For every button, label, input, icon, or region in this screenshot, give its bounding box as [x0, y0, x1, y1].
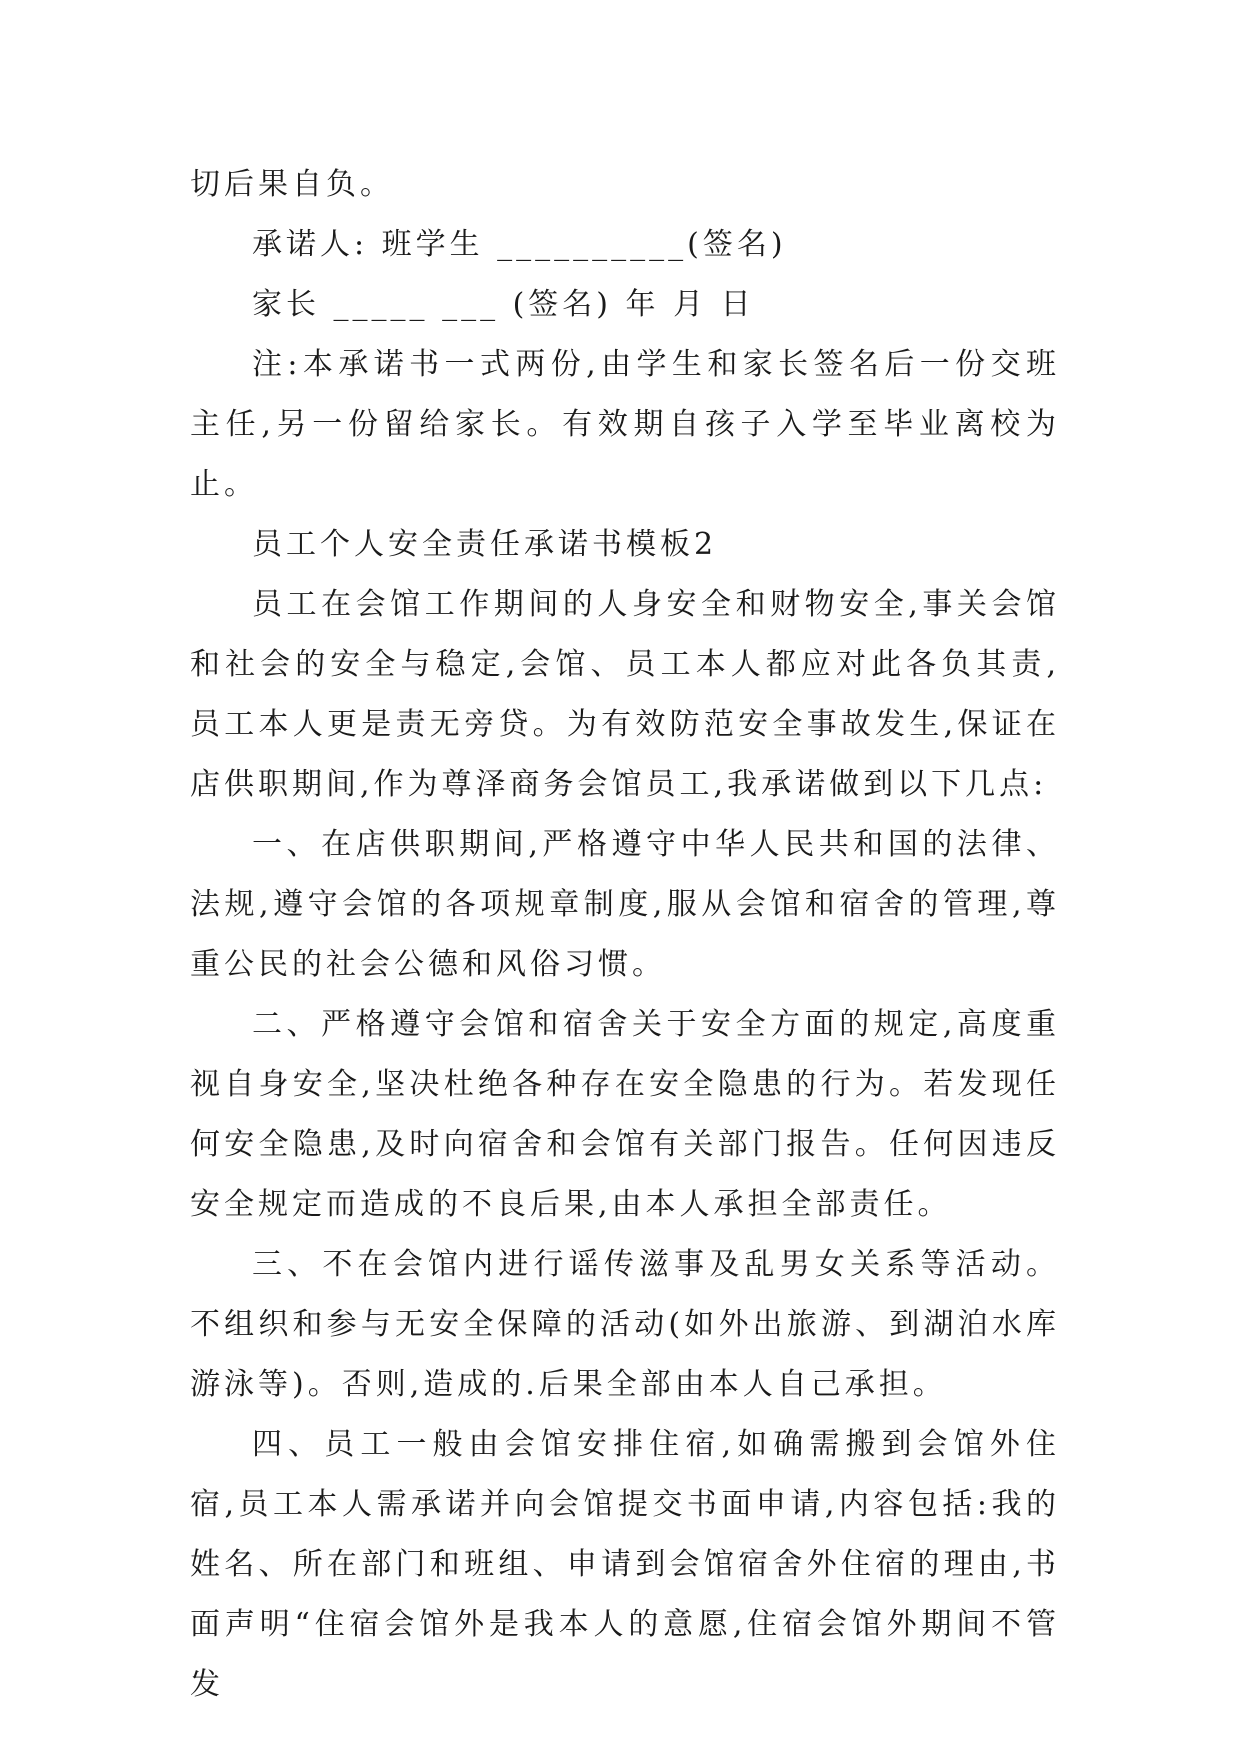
paragraph-signature-parent: 家长 _____ ___ (签名) 年 月 日	[252, 287, 755, 322]
paragraph-item-3: 三、不在会馆内进行谣传滋事及乱男女关系等活动。不组织和参与无安全保障的活动(如外出旅游、到湖泊水库游泳等)。否则,造成的.后果全部由本人自己承担。	[190, 1247, 1060, 1402]
paragraph-item-4: 四、员工一般由会馆安排住宿,如确需搬到会馆外住宿,员工本人需承诺并向会馆提交书面申请,内容包括:我的姓名、所在部门和班组、申请到会馆宿舍外住宿的理由,书面声明“住宿会馆外是我本人的意愿,住宿会馆外期间不管发	[190, 1427, 1060, 1702]
section-heading: 员工个人安全责任承诺书模板2	[252, 527, 718, 562]
paragraph-note: 注:本承诺书一式两份,由学生和家长签名后一份交班主任,另一份留给家长。有效期自孩子入学至毕业离校为止。	[190, 347, 1060, 502]
paragraph-item-1: 一、在店供职期间,严格遵守中华人民共和国的法律、法规,遵守会馆的各项规章制度,服从会馆和宿舍的管理,尊重公民的社会公德和风俗习惯。	[190, 827, 1060, 982]
paragraph-intro: 员工在会馆工作期间的人身安全和财物安全,事关会馆和社会的安全与稳定,会馆、员工本人都应对此各负其责,员工本人更是责无旁贷。为有效防范安全事故发生,保证在店供职期间,作为尊泽商务会馆员工,我承诺做到以下几点:	[190, 587, 1060, 802]
paragraph-continuation: 切后果自负。	[190, 167, 394, 202]
document-body	[190, 155, 1060, 1715]
paragraph-signature-student: 承诺人: 班学生 __________(签名)	[252, 227, 787, 262]
paragraph-item-2: 二、严格遵守会馆和宿舍关于安全方面的规定,高度重视自身安全,坚决杜绝各种存在安全隐患的行为。若发现任何安全隐患,及时向宿舍和会馆有关部门报告。任何因违反安全规定而造成的不良后果,由本人承担全部责任。	[190, 1007, 1060, 1222]
